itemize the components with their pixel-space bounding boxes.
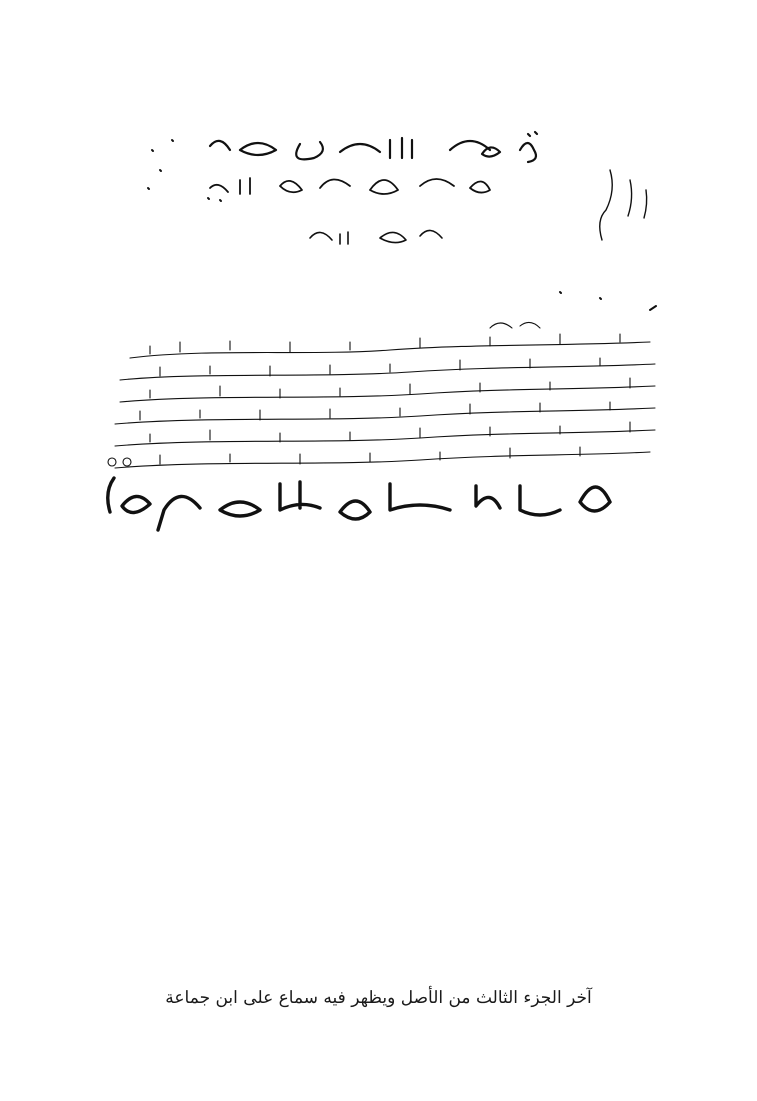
colophon-line-1 — [210, 132, 537, 162]
signature-line — [108, 478, 610, 530]
colophon-line-3 — [310, 230, 442, 244]
marginal-note — [600, 170, 647, 240]
colophon-line-2 — [210, 178, 490, 194]
ink-specks — [148, 140, 656, 310]
page-caption: آخر الجزء الثالث من الأصل ويظهر فيه سماع على ابن جماعة — [165, 988, 592, 1008]
handwritten-manuscript-drawing — [90, 110, 670, 550]
manuscript-image — [90, 110, 670, 550]
audition-certificate-lines — [108, 322, 655, 468]
